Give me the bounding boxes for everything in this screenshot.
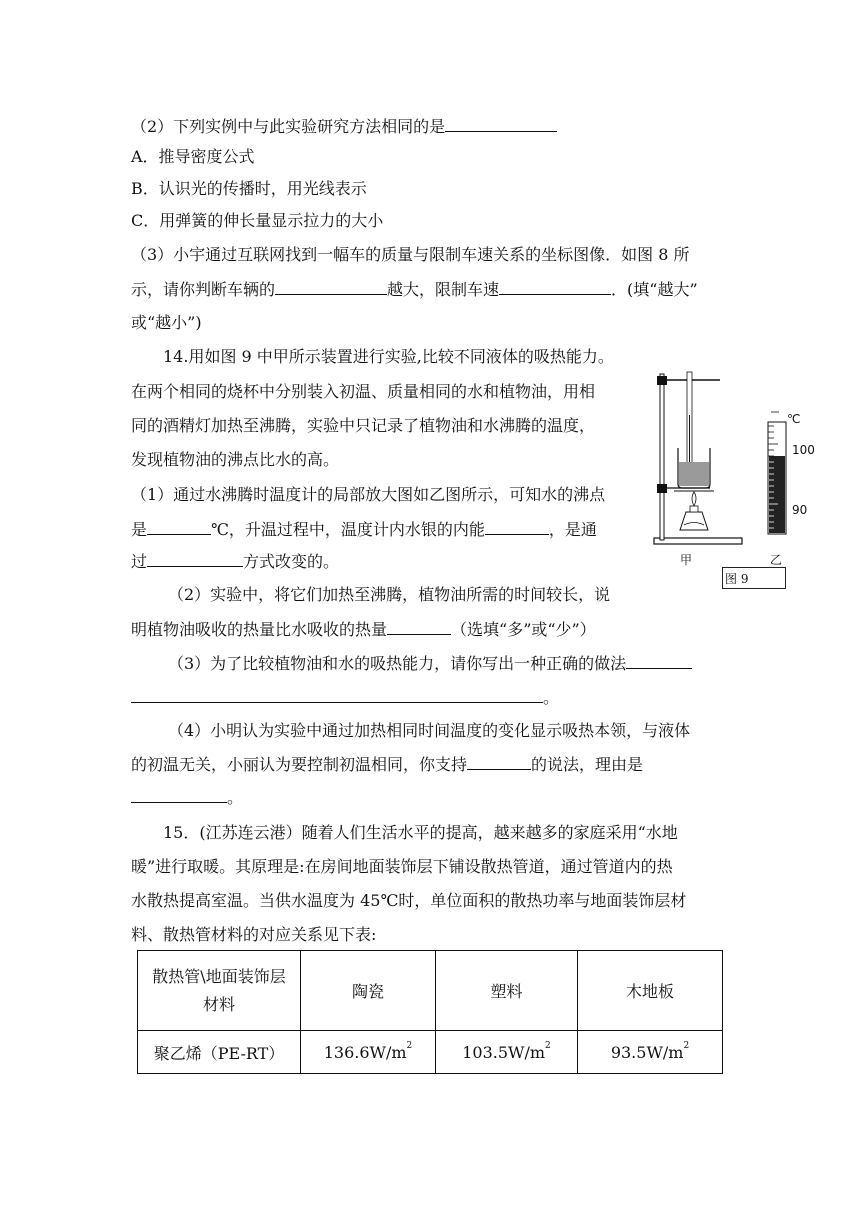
q14-p2-line2: 明植物油吸收的热量比水吸收的热量 （选填“多”或“少”） [131,620,596,639]
q14-p4-line1: （4）小明认为实验中通过加热相同时间温度的变化显示吸热本领，与液体 [168,721,691,740]
table-cell: $103.5W/m^2$ [436,1031,578,1074]
q14-line2: 在两个相同的烧杯中分别装入初温、质量相同的水和植物油，用相 [131,382,596,401]
q15-line2: 暖”进行取暖。其原理是:在房间地面装饰层下铺设散热管道，通过管道内的热 [131,857,673,876]
q13-part2: （2）下列实例中与此实验研究方法相同的是 [131,115,557,138]
table-cell: $93.5W/m^2$ [578,1031,723,1074]
table-row [138,1031,723,1074]
q13-part3-line1: （3）小宇通过互联网找到一幅车的质量与限制车速关系的坐标图像．如图 8 所 [131,245,690,264]
tick-100: 100 [792,443,815,457]
q13-part3-line3: 或“越小”) [131,313,202,332]
q14-line3: 同的酒精灯加热至沸腾，实验中只记录了植物油和水沸腾的温度， [131,416,596,435]
q14-p3-line1: （3）为了比较植物油和水的吸热能力，请你写出一种正确的做法 [168,652,692,675]
table-header-corner: 散热管\地面装饰层 材料 [138,951,301,1031]
heat-dissipation-table [137,950,723,1074]
answer-blank[interactable] [387,618,451,635]
q14-p4-line2: 的初温无关，小丽认为要控制初温相同，你支持 的说法，理由是 [131,755,644,774]
q14-line4: 发现植物油的沸点比水的高。 [131,450,340,469]
table-col-wood: 木地板 [578,951,723,1031]
unit-celsius: ℃ [787,412,801,426]
q15-line4: 料、散热管材料的对应关系见下表: [131,925,377,944]
table-header-row [138,951,723,1031]
table-col-plastic: 塑料 [436,951,578,1031]
q13-option-a: A．推导密度公式 [131,147,255,166]
q14-line1: 14.用如图 9 中甲所示装置进行实验,比较不同液体的吸热能力。 [163,347,614,366]
answer-blank[interactable] [467,753,531,770]
answer-blank[interactable] [626,652,692,669]
figure-caption: 图 9 [722,567,786,589]
answer-blank[interactable] [131,686,543,703]
answer-blank[interactable] [147,518,211,535]
q14-p2-line1: （2）实验中，将它们加热至沸腾，植物油所需的时间较长，说 [168,585,611,604]
q14-p1-line3: 过 方式改变的。 [131,552,340,571]
label-jia: 甲 [680,553,693,567]
q15-line3: 水散热提高室温。当供水温度为 45℃时，单位面积的散热功率与地面装饰层材 [131,891,687,910]
q13-option-b: B．认识光的传播时，用光线表示 [131,179,367,198]
table-row-name: 聚乙烯（PE-RT） [138,1031,301,1074]
q13-part3-line2: 示，请你判断车辆的 越大，限制车速 ．(填“越大” [131,280,698,299]
q14-p1-line2: 是 ℃，升温过程中，温度计内水银的内能 ，是通 [131,520,597,539]
q13-option-c: C．用弹簧的伸长量显示拉力的大小 [131,211,384,230]
q15-line1: 15．(江苏连云港）随着人们生活水平的提高，越来越多的家庭采用“水地 [163,823,678,842]
answer-blank[interactable] [445,115,557,132]
answer-blank[interactable] [275,278,387,295]
label-yi: 乙 [770,553,783,567]
q14-p1-line1: （1）通过水沸腾时温度计的局部放大图如乙图所示，可知水的沸点 [131,485,606,504]
answer-blank[interactable] [485,518,549,535]
answer-blank[interactable] [499,278,611,295]
table-cell: $136.6W/m^2$ [301,1031,436,1074]
answer-blank[interactable] [131,786,227,803]
q14-p4-line3: 。 [131,786,243,809]
q14-p3-line2: 。 [131,686,559,709]
tick-90: 90 [792,503,808,517]
answer-blank[interactable] [147,550,243,567]
table-col-ceramic: 陶瓷 [301,951,436,1031]
